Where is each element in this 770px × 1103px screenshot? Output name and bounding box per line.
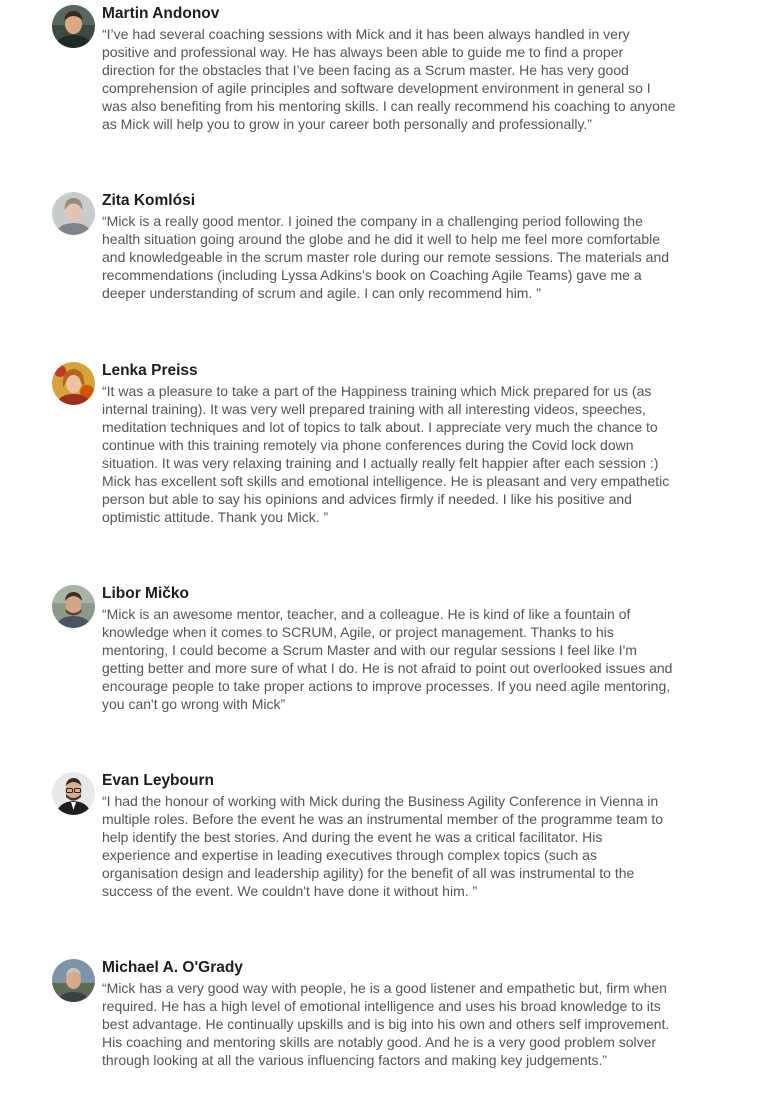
quote-line: direction for the obstacles that I’ve been facing as a Scrum master. He has very good	[102, 62, 629, 78]
avatar	[52, 362, 95, 405]
avatar	[52, 5, 95, 48]
avatar	[52, 192, 95, 235]
quote-line: continue with this training remotely via phone conferences during the Covid lock down	[102, 437, 634, 453]
quote-line: success of the event. We couldn't have done it without him. ”	[102, 883, 478, 899]
testimonial-quote	[102, 212, 706, 302]
avatar	[52, 772, 95, 815]
testimonial-name: Libor Mičko	[102, 585, 189, 602]
quote-line: positive and professional way. He has always been able to guide me to find a proper	[102, 44, 624, 60]
testimonial-name: Lenka Preiss	[102, 362, 198, 379]
quote-line: situation. It was very relaxing training and I actually really felt happier after each session :)	[102, 455, 659, 471]
testimonial-quote	[102, 979, 706, 1069]
quote-line: optimistic attitude. Thank you Mick. ”	[102, 509, 329, 525]
quote-line: multiple roles. Before the event he was an instrumental member of the programme team to	[102, 811, 664, 827]
quote-line: getting better and more sure of what I do. He is not afraid to point out overlooked issues and	[102, 660, 673, 676]
avatar	[52, 959, 95, 1002]
quote-line: organisation design and leadership agility) for the benefit of all was instrumental to the	[102, 865, 635, 881]
quote-line: “It was a pleasure to take a part of the Happiness training which Mick prepared for us (as	[102, 383, 652, 399]
quote-line: “Mick is an awesome mentor, teacher, and a colleague. He is kind of like a fountain of	[102, 606, 631, 622]
quote-line: required. He has a high level of emotional intelligence and uses his broad knowledge to its	[102, 998, 661, 1014]
quote-line: was also benefiting from his mentoring skills. I can really recommend his coaching to anyone	[102, 98, 676, 114]
testimonial-quote	[102, 605, 706, 713]
quote-line: mentoring, I could become a Scrum Master and with our regular sessions I feel like I'm	[102, 642, 637, 658]
testimonial-quote	[102, 792, 706, 900]
quote-line: “Mick is a really good mentor. I joined the company in a challenging period following the	[102, 213, 643, 229]
quote-line: as Mick will help you to grow in your career both personally and professionally.”	[102, 116, 592, 132]
quote-line: help identify the best stories. And during the event he was a critical facilitator. His	[102, 829, 603, 845]
testimonial-name: Michael A. O'Grady	[102, 959, 243, 976]
testimonial-quote	[102, 25, 706, 133]
quote-line: recommendations (including Lyssa Adkins's book on Coaching Agile Teams) gave me a	[102, 267, 642, 283]
quote-line: “I had the honour of working with Mick during the Business Agility Conference in Vienna in	[102, 793, 659, 809]
quote-line: “Mick has a very good way with people, he is a good listener and empathetic but, firm when	[102, 980, 667, 996]
quote-line: person but able to say his opinions and advices firmly if needed. I like his positive and	[102, 491, 632, 507]
testimonial-name: Evan Leybourn	[102, 772, 214, 789]
quote-line: “I’ve had several coaching sessions with Mick and it has been always handled in very	[102, 26, 630, 42]
testimonial-name: Martin Andonov	[102, 5, 220, 22]
quote-line: Mick has excellent soft skills and emotional intelligence. He is pleasant and very empathetic	[102, 473, 670, 489]
quote-line: knowledge when it comes to SCRUM, Agile, or project management. Thanks to his	[102, 624, 614, 640]
quote-line: you can't go wrong with Mick”	[102, 696, 286, 712]
quote-line: meditation techniques and lot of topics to talk about. I appreciate very much the chance to	[102, 419, 658, 435]
quote-line: health situation going around the globe and he did it well to help me feel more comfortable	[102, 231, 661, 247]
testimonial-name: Zita Komlósi	[102, 192, 196, 209]
quote-line: His coaching and mentoring skills are notably good. And he is a very good problem solver	[102, 1034, 657, 1050]
quote-line: and knowledgeable in the scrum master role during our remote sessions. The materials and	[102, 249, 670, 265]
quote-line: internal training). It was very well prepared training with all interesting videos, speeches,	[102, 401, 646, 417]
testimonial-quote	[102, 382, 706, 526]
quote-line: through looking at all the various influencing factors and making key judgements.”	[102, 1052, 608, 1068]
quote-line: deeper understanding of scrum and agile. I can only recommend him. ”	[102, 285, 541, 301]
quote-line: best advantage. He continually upskills and is big into his own and others self improvement.	[102, 1016, 670, 1032]
avatar	[52, 585, 95, 628]
quote-line: comprehension of agile principles and software development environment in general so I	[102, 80, 651, 96]
quote-line: experience and expertise in leading executives through complex topics (such as	[102, 847, 597, 863]
quote-line: encourage people to take proper actions to improve processes. If you need agile mentoring,	[102, 678, 671, 694]
